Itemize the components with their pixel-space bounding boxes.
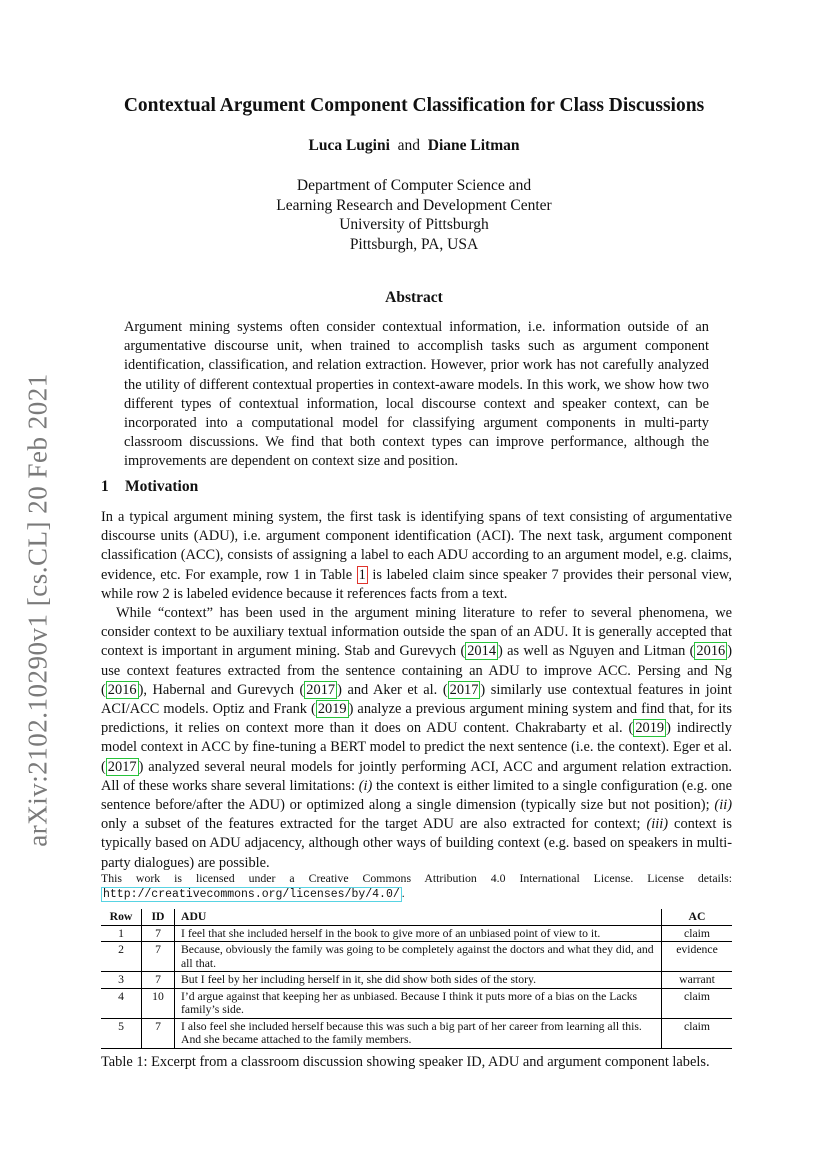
text-run: (ii) (714, 797, 732, 814)
cell-row: 1 (101, 925, 142, 942)
paragraph (101, 604, 732, 873)
citation-link[interactable]: 2017 (306, 681, 336, 698)
license-url-link[interactable]: http://creativecommons.org/licenses/by/4.0/ (103, 887, 400, 901)
table-reference-link[interactable]: 1 (358, 566, 366, 583)
citation-link[interactable]: 2019 (635, 720, 665, 737)
text-run: ) as well as Nguyen and Litman ( (498, 643, 695, 660)
section-title: Motivation (125, 478, 199, 495)
table-row (101, 925, 732, 942)
section-body (101, 508, 732, 873)
column-header-id: ID (142, 909, 175, 925)
cell-adu: I also feel she included herself because this was such a big part of her career from learning all this. And she became attached to the family members. (175, 1018, 662, 1048)
citation-link[interactable]: 2019 (317, 701, 347, 718)
arxiv-identifier (18, 365, 58, 855)
column-header-row: Row (101, 909, 142, 925)
cell-row: 3 (101, 972, 142, 989)
cell-id: 7 (142, 942, 175, 972)
text-run: While “context” has been used in the argument mining literature to refer to several phenomena, we consider context to be auxiliary textual information outside the span of an ADU. It is generally accepted that context is important in argument mining. Stab and Gurevych ( (101, 605, 732, 660)
text-run: . (401, 885, 405, 900)
cell-ac: claim (662, 988, 733, 1018)
cell-row: 4 (101, 988, 142, 1018)
cell-id: 7 (142, 1018, 175, 1048)
text-run: the context is either limited to a single configuration (e.g. one sentence before/after the ADU) or optimized along a single dimension (typically size but not position); (101, 777, 732, 814)
text-run: ) similarly use contextual features in joint ACI/ACC models. Optiz and Frank ( (101, 681, 733, 718)
footnote-text: This work is licensed under a Creative Commons Attribution 4.0 International License. License details: (101, 871, 732, 885)
table-header-row (101, 909, 732, 925)
paragraph (101, 508, 732, 604)
text-run: ), Habernal and Gurevych ( (138, 681, 305, 698)
column-header-adu: ADU (175, 909, 662, 925)
cell-id: 7 (142, 972, 175, 989)
cell-ac: claim (662, 925, 733, 942)
citation-link[interactable]: 2014 (467, 643, 497, 660)
affiliation-line: Learning Research and Development Center (276, 196, 552, 214)
text-run: ) and Aker et al. ( (337, 681, 448, 698)
author-line (0, 137, 828, 155)
citation-link[interactable]: 2016 (107, 681, 137, 698)
cell-ac: claim (662, 1018, 733, 1048)
text-run: context is typically based on ADU adjacency, although other ways of building context (e.g. based on speakers in multi-party dialogues) are possible. (101, 816, 732, 871)
text-run: only a subset of the features extracted for the target ADU are also extracted for context; (101, 816, 647, 833)
arxiv-identifier-text: arXiv:2102.10290v1 [cs.CL] 20 Feb 2021 (22, 373, 53, 847)
text-run: (iii) (646, 816, 669, 833)
text-run: In a typical argument mining system, the first task is identifying spans of text consisting of argumentative discourse units (ADU), i.e. argument component identification (ACI). The next task, argument component classification (ACC), consists of assigning a label to each ADU according to an argument model, e.g. claims, evidence, etc. For example, row 1 in Table (101, 509, 732, 583)
abstract-text: Argument mining systems often consider contextual information, i.e. information outside of an argumentative discourse unit, when trained to accomplish tasks such as argument component identification, classification, and relation extraction. However, prior work has not carefully analyzed the utility of different contextual properties in context-aware models. In this work, we show how two different types of contextual information, local discourse context and speaker context, can be incorporated into a computational model for classifying argument components in multi-party classroom discussions. We find that both context types can improve performance, although the improvements are dependent on context size and position. (124, 319, 709, 470)
column-header-ac: AC (662, 909, 733, 925)
table-row (101, 942, 732, 972)
cell-row: 2 (101, 942, 142, 972)
section-number: 1 (101, 478, 109, 495)
author-name: Diane Litman (427, 137, 520, 154)
cell-adu: But I feel by her including herself in it, she did show both sides of the story. (175, 972, 662, 989)
cell-ac: evidence (662, 942, 733, 972)
text-run: ) use context features extracted from the sentence containing an ADU to improve ACC. Persing and Ng ( (101, 643, 732, 698)
affiliation-line: Department of Computer Science and (296, 177, 532, 194)
table-row (101, 972, 732, 989)
paper-title: Contextual Argument Component Classification for Class Discussions (123, 95, 705, 116)
citation-link[interactable]: 2017 (449, 681, 479, 698)
section-heading (101, 478, 198, 496)
text-run: ) indirectly model context in ACC by fine-tuning a BERT model to predict the next sentence (i.e. the context). Eger et al. ( (101, 720, 732, 775)
cell-row: 5 (101, 1018, 142, 1048)
table-caption: Table 1: Excerpt from a classroom discussion showing speaker ID, ADU and argument component labels. (101, 1054, 710, 1070)
text-run: is labeled claim since speaker 7 provides their personal view, while row 2 is labeled evidence because it references facts from a text. (101, 566, 732, 602)
text-run: (i) (358, 777, 373, 794)
author-connector: and (397, 137, 421, 154)
table-row (101, 988, 732, 1018)
cell-adu: I’d argue against that keeping her as unbiased. Because I think it puts more of a bias on the Lacks family’s side. (175, 988, 662, 1018)
cell-adu: Because, obviously the family was going to be completely against the doctors and what they did, and all that. (175, 942, 662, 972)
citation-link[interactable]: 2016 (696, 643, 726, 660)
affiliation (0, 176, 828, 254)
cell-id: 10 (142, 988, 175, 1018)
text-run: ) analyze a previous argument mining system and find that, for its predictions, it relies on context more than it does on ADU content. Chakrabarty et al. ( (101, 701, 732, 737)
text-run: ) analyzed several neural models for jointly performing ACI, ACC and argument relation extraction. All of these works share several limitations: (101, 758, 732, 794)
author-name: Luca Lugini (308, 137, 390, 154)
adu-table (101, 909, 732, 1049)
abstract-heading: Abstract (385, 289, 443, 306)
cell-adu: I feel that she included herself in the book to give more of an unbiased point of view to it. (175, 925, 662, 942)
license-footnote (101, 871, 732, 902)
cell-id: 7 (142, 925, 175, 942)
cell-ac: warrant (662, 972, 733, 989)
affiliation-line: Pittsburgh, PA, USA (349, 235, 479, 253)
citation-link[interactable]: 2017 (107, 758, 137, 775)
affiliation-line: University of Pittsburgh (339, 216, 489, 233)
table-row (101, 1018, 732, 1048)
